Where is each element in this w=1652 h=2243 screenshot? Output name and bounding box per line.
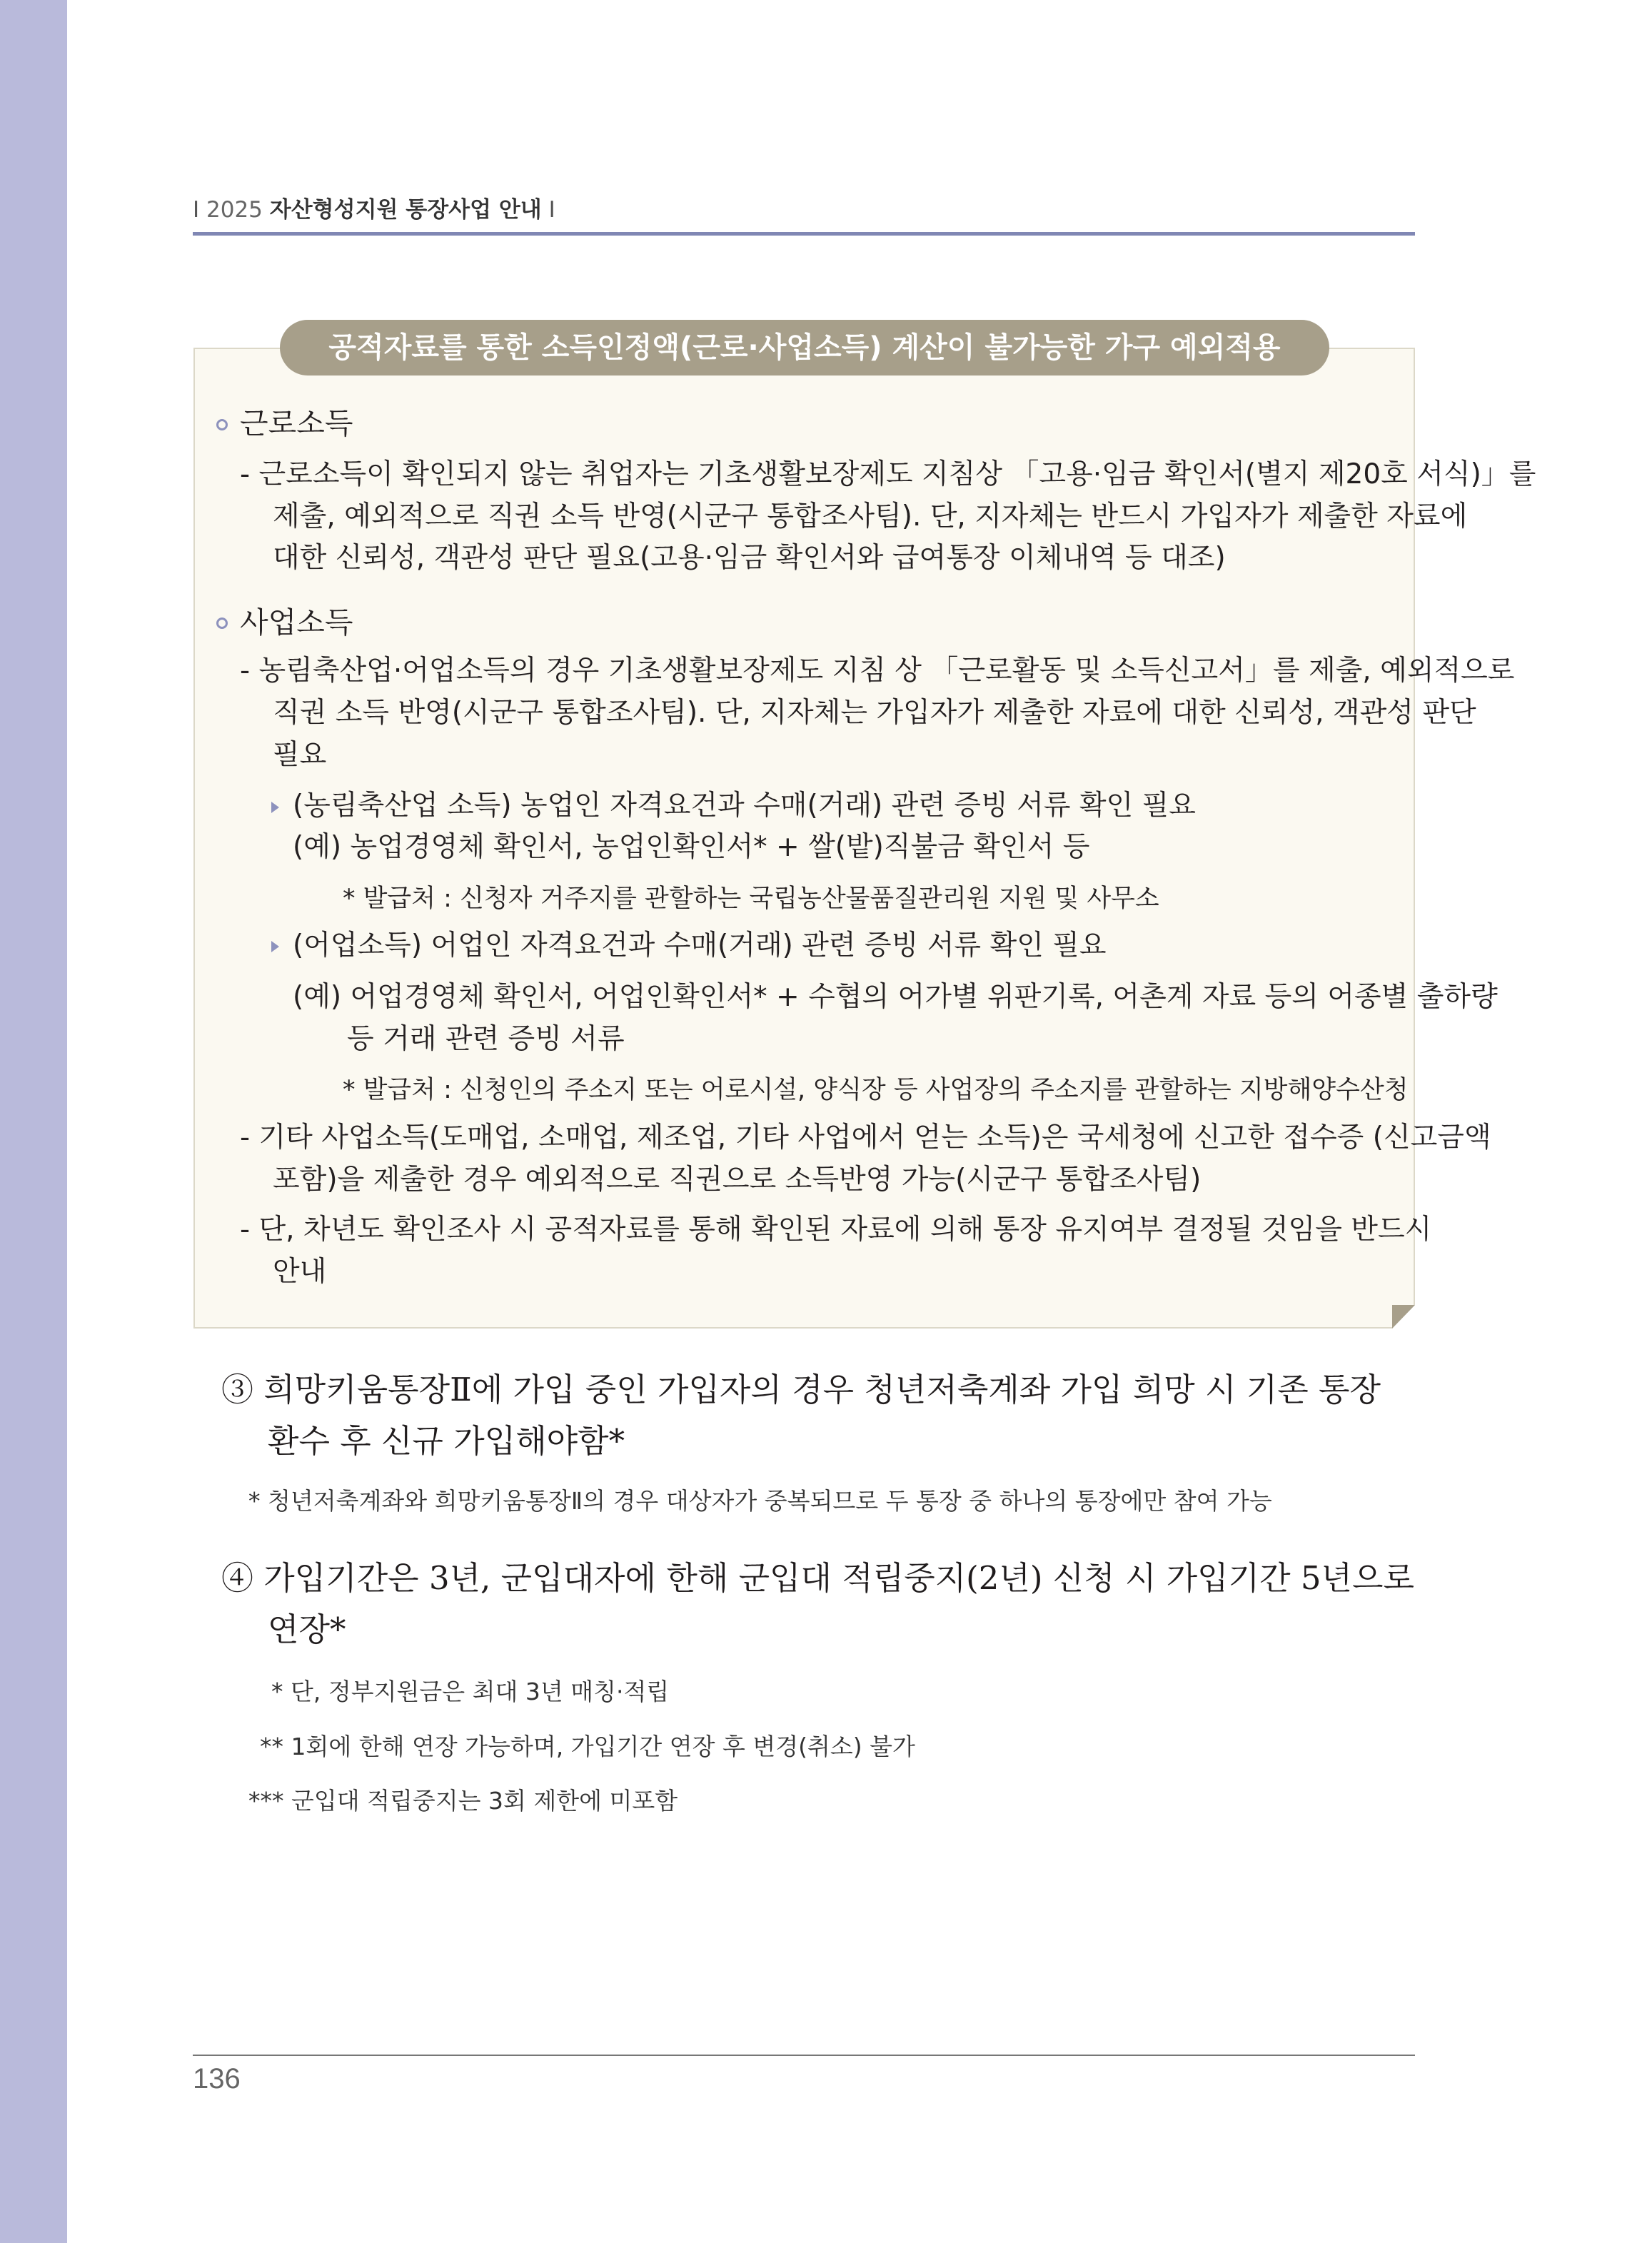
item4-note: * 단, 정부지원금은 최대 3년 매칭·적립 xyxy=(271,1678,670,1705)
fish-income-line: (어업소득) 어업인 자격요건과 수매(거래) 관련 증빙 서류 확인 필요 xyxy=(293,929,1107,962)
final-notice-line: - 단, 차년도 확인조사 시 공적자료를 통해 확인된 자료에 의해 통장 유지여부 결정될 것임을 반드시 xyxy=(240,1214,1432,1246)
item4-note: *** 군입대 적립중지는 3회 제한에 미포함 xyxy=(248,1787,678,1815)
earned-income-line: 대한 신뢰성, 객관성 판단 필요(고용·임금 확인서와 급여통장 이체내역 등 대조) xyxy=(273,542,1226,574)
business-income-line: 직권 소득 반영(시군구 통합조사팀). 단, 지자체는 가입자가 제출한 자료에 대한 신뢰성, 객관성 판단 xyxy=(273,697,1476,729)
earned-income-bullet-icon xyxy=(216,419,228,430)
item4-line: 연장* xyxy=(268,1611,346,1648)
agri-income-line: (농림축산업 소득) 농업인 자격요건과 수매(거래) 관련 증빙 서류 확인 필요 xyxy=(293,790,1196,822)
footer-rule xyxy=(193,2055,1415,2056)
header-right-bar: I xyxy=(548,197,555,223)
fish-example: (예) 어업경영체 확인서, 어업인확인서* + 수협의 어가별 위판기록, 어촌계 자료 등의 어종별 출하량 xyxy=(293,981,1498,1013)
item3-line: ③ 희망키움통장Ⅱ에 가입 중인 가입자의 경우 청년저축계좌 가입 희망 시 기존 통장 xyxy=(221,1371,1381,1408)
item4-line: ④ 가입기간은 3년, 군입대자에 한해 군입대 적립중지(2년) 신청 시 가입기간 5년으로 xyxy=(221,1559,1414,1597)
earned-income-line: 제출, 예외적으로 직권 소득 반영(시군구 통합조사팀). 단, 지자체는 반드시 가입자가 제출한 자료에 xyxy=(273,500,1468,533)
other-business-line: 포함)을 제출한 경우 예외적으로 직권으로 소득반영 가능(시군구 통합조사팀) xyxy=(273,1164,1202,1196)
side-bar xyxy=(0,0,67,2243)
running-header xyxy=(193,191,555,223)
header-rule xyxy=(193,232,1415,236)
other-business-line: - 기타 사업소득(도매업, 소매업, 제조업, 기타 사업에서 얻는 소득)은 국세청에 신고한 접수증 (신고금액 xyxy=(240,1122,1491,1154)
page-number: 136 xyxy=(193,2063,241,2095)
business-income-heading: 사업소득 xyxy=(240,605,353,640)
final-notice-line: 안내 xyxy=(273,1256,327,1288)
header-left-bar: I xyxy=(193,197,200,223)
agri-arrow-icon xyxy=(271,802,279,813)
business-income-bullet-icon xyxy=(216,618,228,629)
item3-line: 환수 후 신규 가입해야함* xyxy=(268,1422,625,1460)
header-year: 2025 xyxy=(206,197,263,223)
item3-note: * 청년저축계좌와 희망키움통장Ⅱ의 경우 대상자가 중복되므로 두 통장 중 하나의 통장에만 참여 가능 xyxy=(248,1487,1272,1515)
business-income-line: 필요 xyxy=(273,739,327,771)
agri-issuer-note: * 발급처 : 신청자 거주지를 관할하는 국립농산물품질관리원 지원 및 사무소 xyxy=(343,884,1159,913)
business-income-line: - 농림축산업·어업소득의 경우 기초생활보장제도 지침 상 「근로활동 및 소득신고서」를 제출, 예외적으로 xyxy=(240,655,1515,687)
header-title: 자산형성지원 통장사업 안내 xyxy=(269,197,542,223)
fish-arrow-icon xyxy=(271,941,279,952)
fish-issuer-note: * 발급처 : 신청인의 주소지 또는 어로시설, 양식장 등 사업장의 주소지를 관할하는 지방해양수산청 xyxy=(343,1076,1409,1104)
agri-example: (예) 농업경영체 확인서, 농업인확인서* + 쌀(밭)직불금 확인서 등 xyxy=(293,831,1090,863)
page-curl-corner xyxy=(1392,1305,1415,1329)
earned-income-heading: 근로소득 xyxy=(240,406,353,440)
earned-income-line: - 근로소득이 확인되지 않는 취업자는 기초생활보장제도 지침상 「고용·임금 확인서(별지 제20호 서식)」를 xyxy=(240,458,1536,490)
box-title: 공적자료를 통한 소득인정액(근로·사업소득) 계산이 불가능한 가구 예외적용 xyxy=(280,320,1329,375)
fish-example-continued: 등 거래 관련 증빙 서류 xyxy=(347,1023,625,1055)
item4-note: ** 1회에 한해 연장 가능하며, 가입기간 연장 후 변경(취소) 불가 xyxy=(260,1733,915,1760)
